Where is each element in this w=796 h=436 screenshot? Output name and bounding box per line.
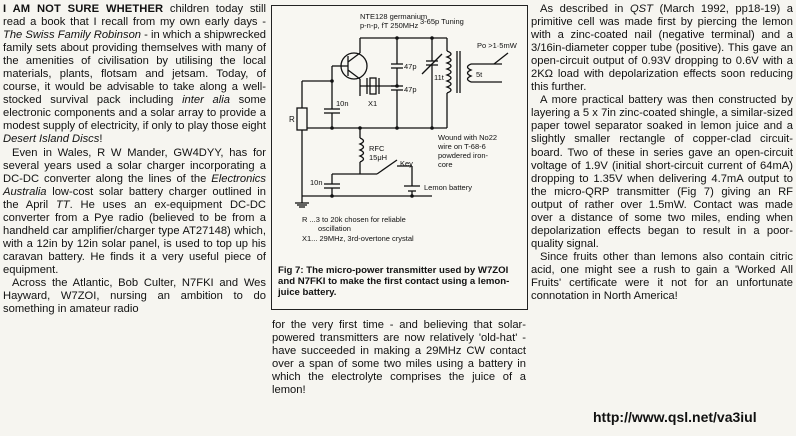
tuning-label: 3-65p Tuning	[420, 17, 464, 26]
rfc-value: 15μH	[369, 153, 388, 162]
transistor-spec: p-n-p, fT 250MHz	[360, 21, 419, 30]
paragraph-across-atlantic: Across the Atlantic, Bob Culter, N7FKI and Wes Hayward, W7ZOI, nursing an ambition to do something in amateur radio	[3, 276, 266, 316]
wound-note-1: Wound with No22	[438, 133, 498, 142]
component-note-3: X1... 29MHz, 3rd-overtone crystal	[302, 234, 414, 243]
radio-show-title: Desert Island Discs	[3, 133, 100, 146]
figure-7	[271, 5, 528, 310]
link-label: 5t	[476, 70, 483, 79]
component-note-2: oscillation	[318, 224, 351, 233]
rfc-label: RFC	[369, 144, 385, 153]
crystal-label: X1	[368, 99, 378, 108]
article-column-right	[531, 3, 793, 303]
paragraph-intro: I AM NOT SURE WHETHER children today still read a book that I recall from my own early days - The Swiss Family Robinson - in which a shipwrecked family sets about providing themselves with many of the amenities of civilisation by utilising the local materials, plants, flotsam and jetsam. Today, of course, it would be advisable to take along a well-stocked survival pack including inter alia some electronic components and a solar array to provide a modest supply of electricity, if only to play those eight Desert Island Discs!	[3, 3, 267, 146]
transistor-label: NTE128 germanium	[360, 12, 428, 21]
magazine-title: Electronics Australia	[3, 172, 266, 198]
component-note-1: R ...3 to 20k chosen for reliable	[302, 215, 406, 224]
supply-cap-label: 10n	[310, 178, 323, 187]
wound-note-3: powdered iron-	[438, 151, 489, 160]
paragraph-fruits: Since fruits other than lemons also contain citric acid, one might see a rush to gain a 'Worked All Fruits' certificate were it not for an unfortunate connotation in North America!	[531, 250, 793, 303]
paragraph-practical-battery: A more practical battery was then constructed by layering a 5 x 7in zinc-coated shingle, a similar-sized paper towel separator soaked in lemon juice and a slightly smaller rectangle of copper-clad circuit-board. Two of these in series gave an open-circuit voltage of 1.9V (initial short-circuit current of 64mA) dropping to 1.35V when delivering 4.7mA output to the micro-QRP transmitter (Fig 7) giving an RF output of rather over 1.5mW. Contact was made over a distance of some two miles, ending when depolarization effects began to result in a poor-quality signal.	[531, 94, 793, 250]
paragraph-continuation: for the very first time - and believing that solar-powered transmitters are now relatively 'old-hat' - have succeeded in making a 29MHz CW contact over a span of some two miles using a battery in which the electrolyte comprises the juice of a lemon!	[272, 319, 526, 397]
key-label: Key	[400, 159, 413, 168]
figure-caption: Fig 7: The micro-power transmitter used by W7ZOI and N7FKI to make the first contact using a lemon-juice battery.	[278, 265, 510, 299]
qst-title: QST	[629, 3, 653, 15]
source-url-watermark: http://www.qsl.net/va3iul	[593, 409, 757, 425]
article-column-middle	[272, 319, 526, 397]
power-label: Po >1·5mW	[477, 41, 517, 50]
paragraph-solar-charger: Even in Wales, R W Mander, GW4DYY, has for several years used a solar charger incorporating a DC-DC converter along the lines of the Electronics Australia low-cost solar battery charger outlined in the April TT. He uses an ex-equipment DC-DC converter from a Pye radio (believed to be from a handheld car amplifier/charger type AT27148) which, with a 12in by 12in solar panel, is used to top up his caravan battery. He finds it a very useful piece of equipment.	[3, 146, 267, 276]
cap-base-label: 10n	[336, 99, 349, 108]
article-column-left	[3, 3, 266, 316]
book-title: The Swiss Family Robinson	[3, 29, 142, 42]
paragraph-qst: As described in QST (March 1992, pp18-19) a primitive cell was made first by piercing the lemon with a zinc-coated nail (negative terminal) and a 3/16in-diameter copper tube (positive). This gave an open-circuit output of 0.93V dropping to 0.6V with a 2KΩ load with depolarization effects soon reducing this further.	[531, 3, 793, 94]
cap-bottom-label: 47p	[404, 85, 417, 94]
battery-label: Lemon battery	[424, 183, 472, 192]
cap-top-label: 47p	[404, 62, 417, 71]
turns-label: 11t	[434, 73, 444, 82]
wound-note-2: wire on T-68-6	[438, 142, 486, 151]
lead-in-caps: I AM NOT SURE WHETHER	[3, 3, 164, 15]
wound-note-4: core	[438, 160, 453, 169]
transmitter-schematic	[272, 6, 527, 261]
resistor-label: R	[289, 115, 295, 124]
